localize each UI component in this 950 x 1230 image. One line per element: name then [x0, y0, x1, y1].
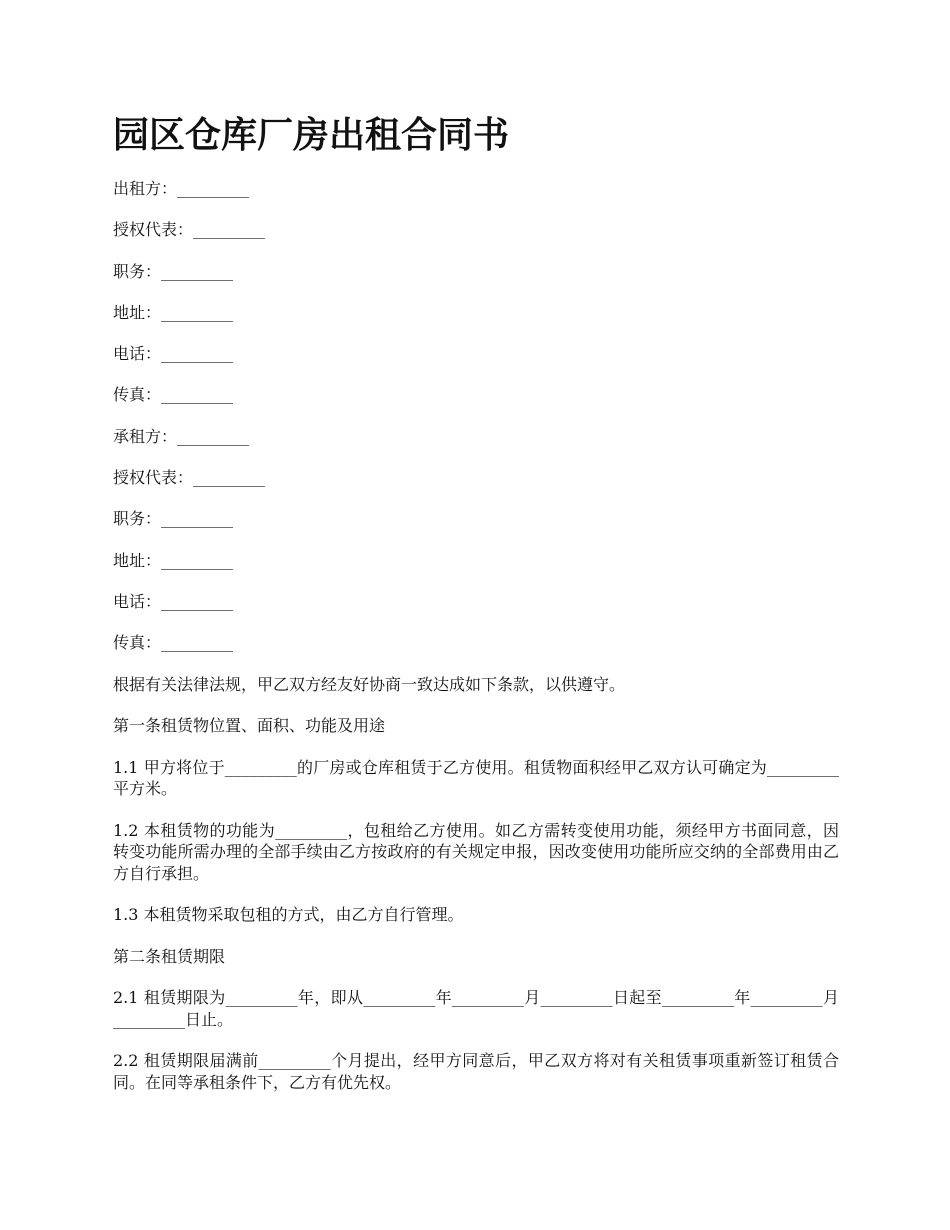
lessor-position-field: 职务：_________	[113, 261, 234, 281]
article-1-heading: 第一条租赁物位置、面积、功能及用途	[113, 716, 386, 736]
article-2-heading: 第二条租赁期限	[113, 946, 226, 966]
lessee-position-field: 职务：_________	[113, 509, 234, 529]
lessee-phone-field: 电话：_________	[113, 591, 234, 611]
lessor-fax-field: 传真：_________	[113, 385, 234, 405]
lessor-name-field: 出租方：_________	[113, 179, 250, 198]
preamble-paragraph: 根据有关法律法规，甲乙双方经友好协商一致达成如下条款，以供遵守。	[113, 674, 626, 694]
lessee-fax-field: 传真：_________	[113, 633, 234, 653]
lessor-representative-field: 授权代表：_________	[113, 220, 266, 240]
lessor-phone-field: 电话：_________	[113, 344, 234, 364]
clause-1-2: 1.2 本租赁物的功能为_________，包租给乙方使用。如乙方需转变使用功能，须经甲方书面同意，因转变功能所需办理的全部手续由乙方按政府的有关规定申报，因改变使用功能所应交纳的全部费用由乙方自行承担。	[113, 820, 839, 883]
clause-2-2: 2.2 租赁期限届满前_________个月提出，经甲方同意后，甲乙双方将对有关租赁事项重新签订租赁合同。在同等承租条件下，乙方有优先权。	[113, 1051, 839, 1092]
lessee-address-field: 地址：_________	[113, 550, 234, 570]
lessee-representative-field: 授权代表：_________	[113, 468, 266, 488]
lessor-address-field: 地址：_________	[113, 302, 234, 322]
clause-1-3: 1.3 本租赁物采取包租的方式，由乙方自行管理。	[113, 905, 464, 925]
document-title: 园区仓库厂房出租合同书	[113, 115, 510, 156]
clause-1-1: 1.1 甲方将位于_________的厂房或仓库租赁于乙方使用。租赁物面积经甲乙双方认可确定为_________平方米。	[113, 757, 839, 799]
document-page	[113, 112, 839, 1113]
lessee-name-field: 承租方：_________	[113, 426, 250, 446]
clause-2-1: 2.1 租赁期限为_________年，即从_________年_________月_________日起至_________年_________月_________日止。	[113, 988, 839, 1029]
